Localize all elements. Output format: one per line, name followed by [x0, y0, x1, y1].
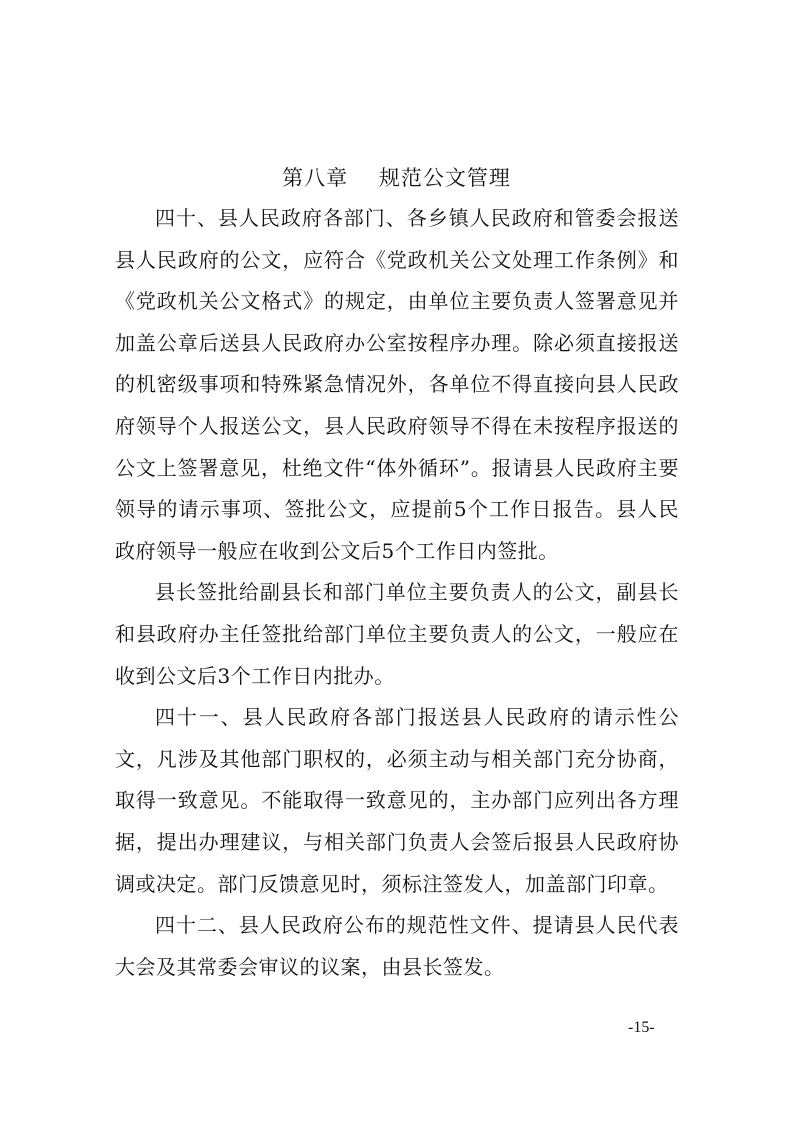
document-body — [115, 198, 679, 988]
chapter-title: 第八章 规范公文管理 — [282, 166, 511, 190]
page-number: -15- — [628, 1019, 655, 1036]
paragraph-article-42: 四十二、县人民政府公布的规范性文件、提请县人民代表大会及其常委会审议的议案，由县长签发。 — [115, 913, 679, 979]
paragraph-county-head-approval: 县长签批给副县长和部门单位主要负责人的公文，副县长和县政府办主任签批给部门单位主要负责人的公文，一般应在收到公文后3个工作日内批办。 — [115, 580, 679, 688]
paragraph-article-40: 四十、县人民政府各部门、各乡镇人民政府和管委会报送县人民政府的公文，应符合《党政机关公文处理工作条例》和《党政机关公文格式》的规定，由单位主要负责人签署意见并加盖公章后送县人民政府办公室按程序办理。除必须直接报送的机密级事项和特殊紧急情况外，各单位不得直接向县人民政府领导个人报送公文，县人民政府领导不得在未按程序报送的公文上签署意见，杜绝文件“体外循环”。报请县人民政府主要领导的请示事项、签批公文，应提前5个工作日报告。县人民政府领导一般应在收到公文后5个工作日内签批。 — [115, 206, 679, 563]
paragraph-article-41: 四十一、县人民政府各部门报送县人民政府的请示性公文，凡涉及其他部门职权的，必须主动与相关部门充分协商，取得一致意见。不能取得一致意见的，主办部门应列出各方理据，提出办理建议，与相关部门负责人会签后报县人民政府协调或决定。部门反馈意见时，须标注签发人，加盖部门印章。 — [115, 705, 679, 896]
